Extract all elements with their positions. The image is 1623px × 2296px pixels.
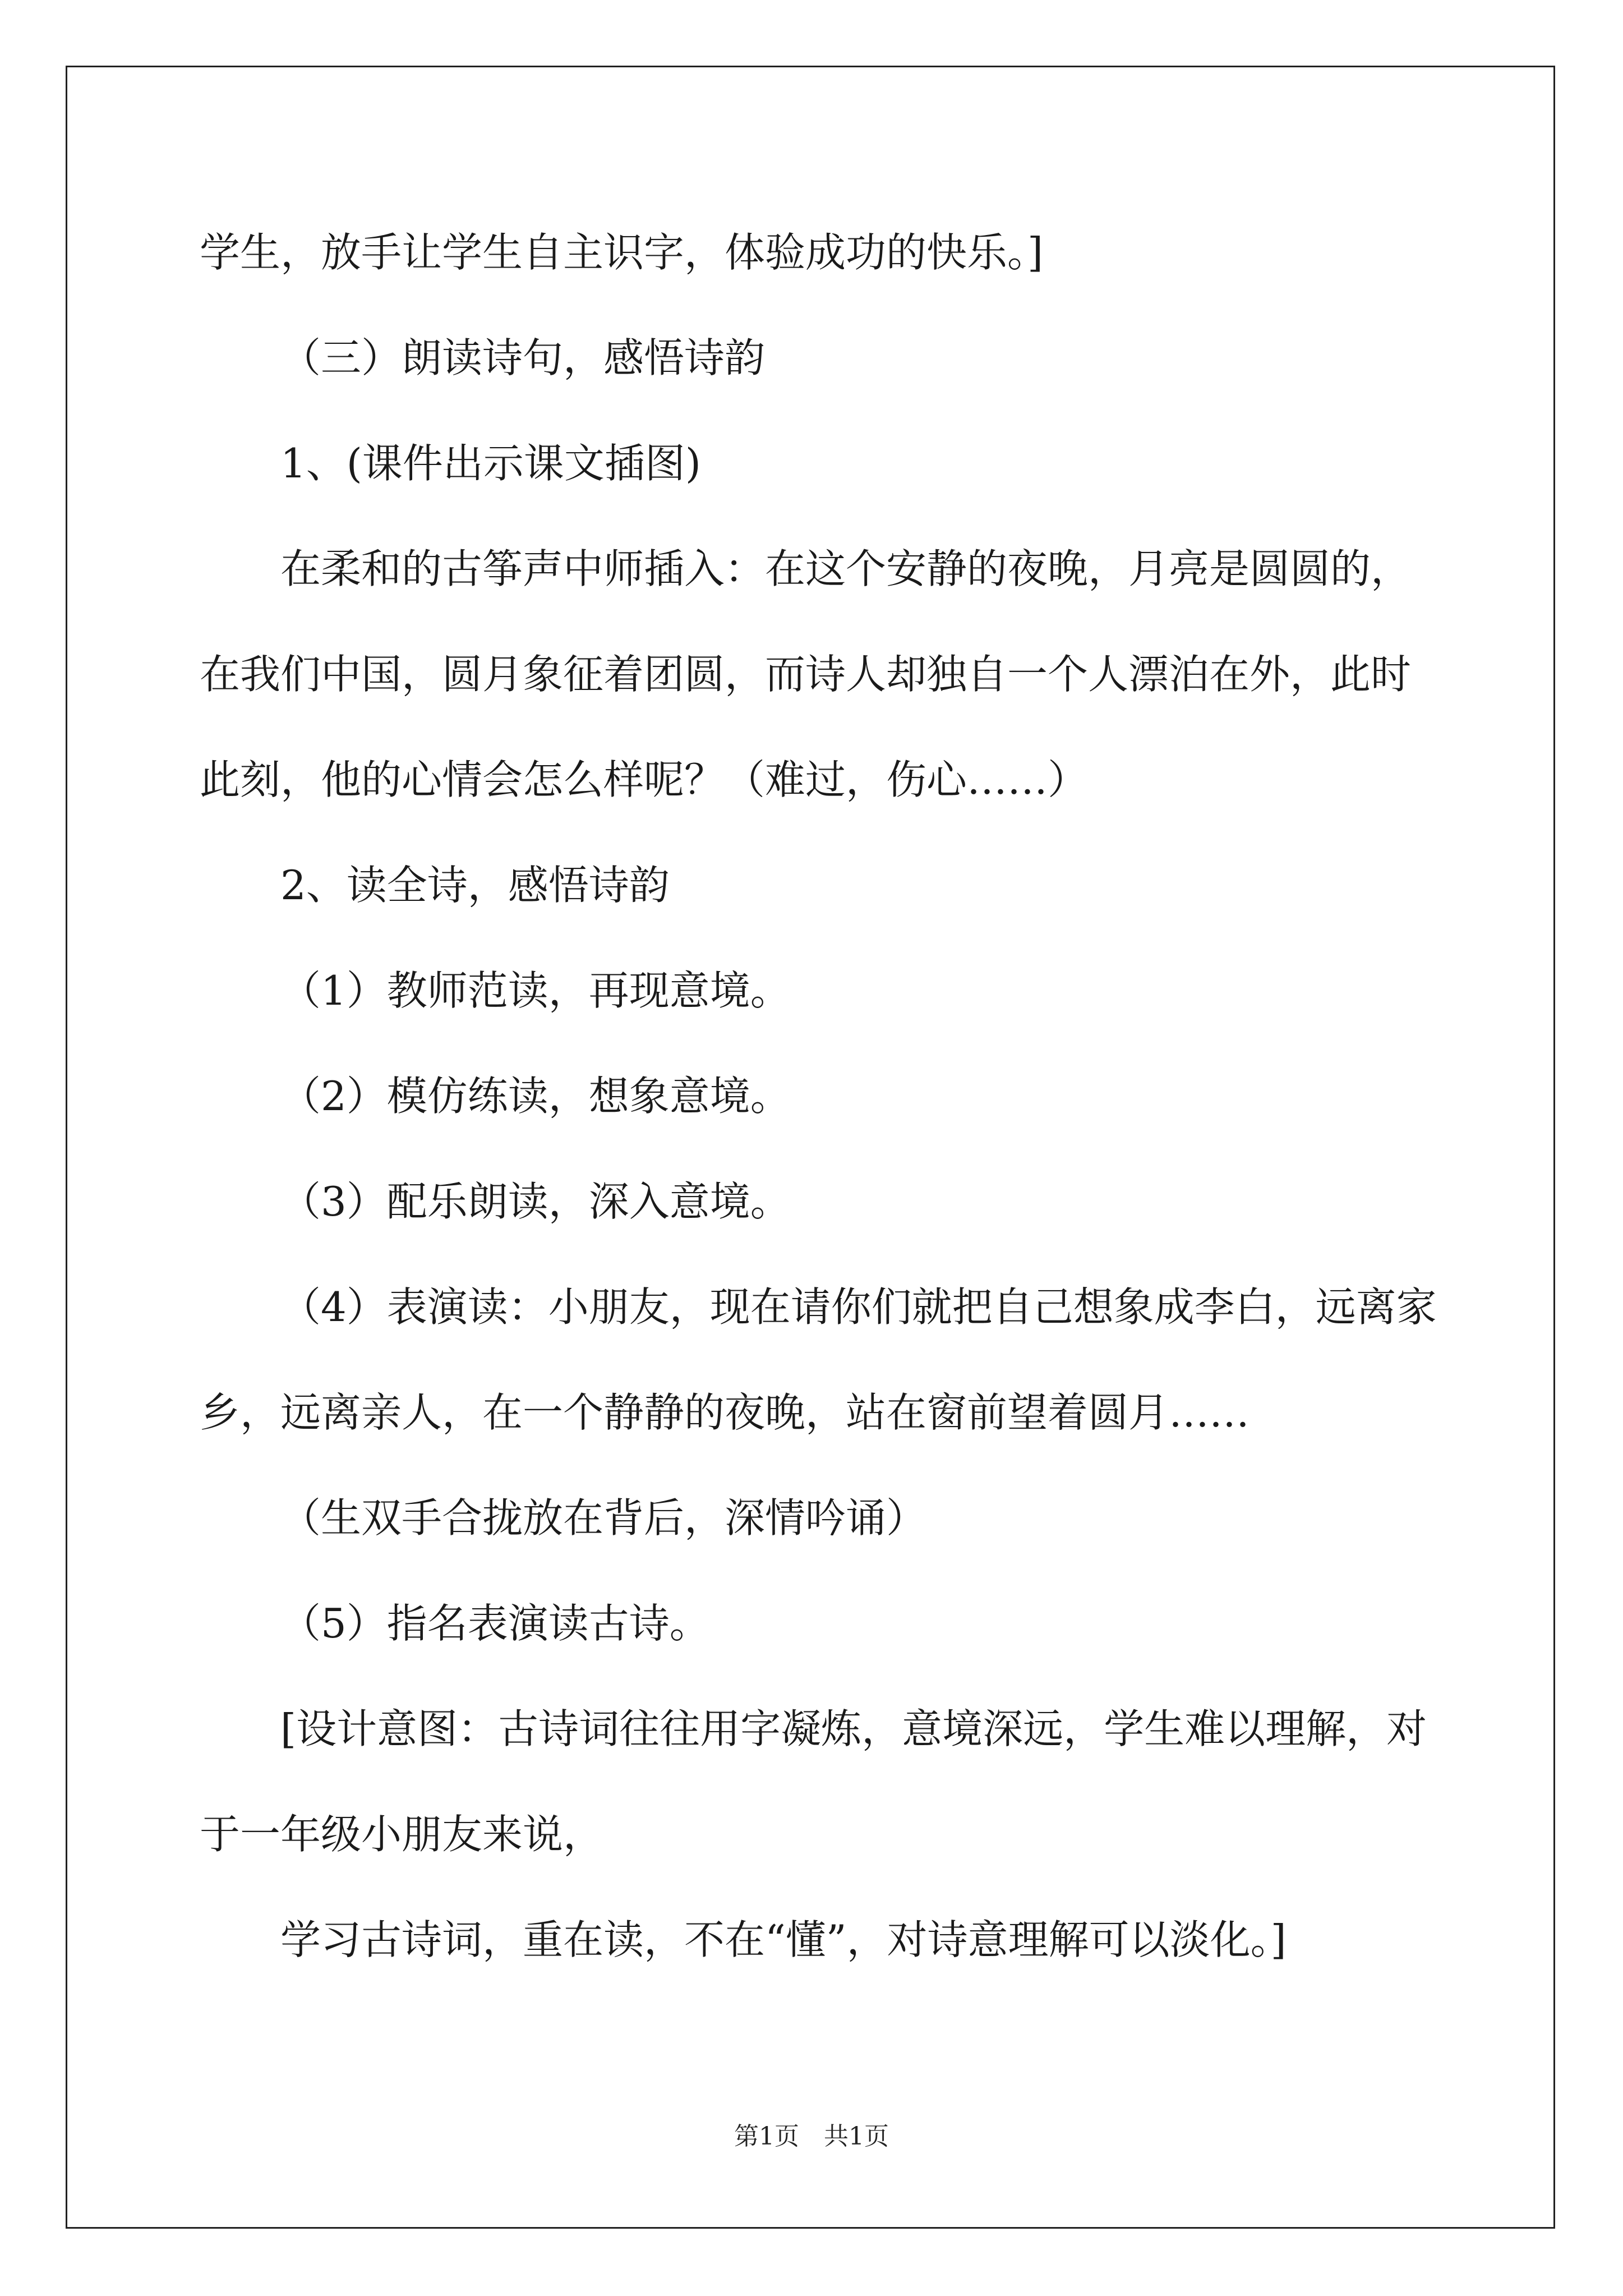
paragraph-line: 2、读全诗，感悟诗韵 [280,862,670,909]
paragraph-line: 乡，远离亲人，在一个静静的夜晚，站在窗前望着圆月…… [200,1389,1250,1436]
list-item: （1）教师范读，再现意境。 [280,967,791,1014]
list-item: （2）模仿练读，想象意境。 [280,1073,791,1120]
paragraph-line: [设计意图：古诗词往往用字凝炼，意境深远，学生难以理解，对 [280,1705,1427,1752]
paragraph-line: 学生，放手让学生自主识字，体验成功的快乐。] [200,229,1044,276]
paragraph-line: 学习古诗词，重在读，不在“懂”，对诗意理解可以淡化。] [280,1916,1287,1963]
paragraph-line: （生双手合拢放在背后，深情吟诵） [280,1494,927,1542]
page-border [66,66,1555,2229]
list-item: （5）指名表演读古诗。 [280,1600,710,1647]
paragraph-line: 1、(课件出示课文插图) [280,440,701,487]
paragraph-line: 在柔和的古筝声中师插入：在这个安静的夜晚，月亮是圆圆的， [280,545,1412,592]
list-item: （4）表演读：小朋友，现在请你们就把自己想象成李白，远离家 [280,1283,1437,1331]
paragraph-line: 在我们中国，圆月象征着团圆，而诗人却独自一个人漂泊在外，此时 [200,651,1412,698]
page-footer: 第1页 共1页 [734,2122,889,2151]
section-heading: （三）朗读诗句，感悟诗韵 [280,334,766,381]
list-item: （3）配乐朗读，深入意境。 [280,1178,791,1225]
paragraph-line: 于一年级小朋友来说， [200,1811,604,1858]
paragraph-line: 此刻，他的心情会怎么样呢？（难过，伤心……） [200,756,1089,803]
